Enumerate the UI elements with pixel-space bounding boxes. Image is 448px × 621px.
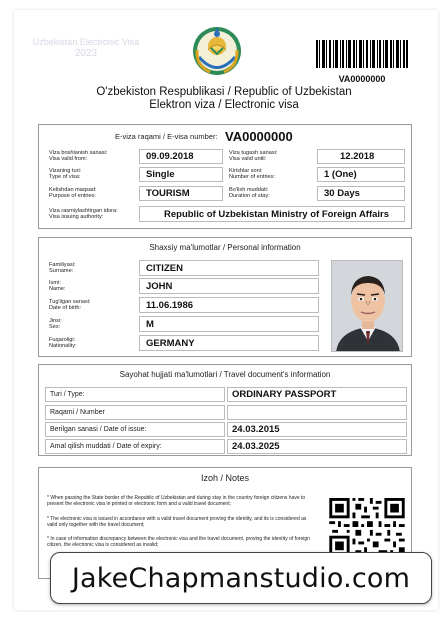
nationality-value: GERMANY	[146, 338, 195, 349]
expiry-date-value: 24.03.2025	[232, 441, 280, 452]
visa-type-label: Vizaning turi: Type of visa:	[49, 168, 82, 181]
entries-value: 1 (One)	[324, 169, 357, 180]
sex-label: Jinsi: Sex:	[49, 318, 62, 331]
duration-cell	[317, 186, 405, 201]
personal-info-section	[38, 237, 412, 357]
issue-date-label-cell	[45, 422, 225, 437]
purpose-label: Kelishdan maqsad: Purpose of entries:	[49, 187, 97, 200]
travel-number-cell	[227, 405, 407, 420]
issue-date-value: 24.03.2015	[232, 424, 280, 435]
sex-cell	[139, 316, 319, 332]
barcode-number: VA0000000	[338, 74, 386, 84]
watermark-banner	[50, 552, 432, 604]
barcode	[316, 40, 408, 84]
name-cell	[139, 278, 319, 294]
visa-number: VA0000000	[225, 129, 293, 144]
uzbekistan-emblem-icon	[190, 24, 244, 78]
duration-label: Bo'lish muddati: Duration of stay:	[229, 187, 270, 200]
expiry-date-label: Amal qilish muddati / Date of expiry:	[50, 443, 162, 450]
faded-line: Uzbekistan Electronic Visa	[32, 37, 140, 47]
entries-cell	[317, 167, 405, 182]
valid-until-cell	[317, 149, 405, 164]
travel-type-label: Turi / Type:	[50, 391, 85, 398]
surname-label: Familiyasi: Surname:	[49, 262, 76, 275]
person-photo-icon	[332, 261, 403, 352]
purpose-value: TOURISM	[146, 188, 190, 199]
name-value: JOHN	[146, 281, 173, 292]
surname-cell	[139, 260, 319, 276]
note-item: * When passing the State border of the Republic of Uzbekistan and during stay in the country foreign citizens have to present the electronic visa in printed or electronic form and a valid travel document;	[47, 495, 306, 507]
passport-photo	[331, 260, 403, 352]
duration-value: 30 Days	[324, 188, 360, 199]
faded-background-text	[26, 36, 146, 60]
visa-details-section	[38, 124, 412, 229]
nationality-cell	[139, 335, 319, 351]
nationality-label: Fuqaroligi: Nationality:	[49, 337, 77, 350]
header-line-2: Elektron viza / Electronic visa	[149, 99, 299, 111]
name-label: Ismi: Name:	[49, 280, 66, 293]
travel-document-title: Sayohat hujjati ma'lumotlari / Travel document's information	[119, 370, 331, 379]
note-item: * In case of information discrepancy between the electronic visa and the travel document, proving the identity of foreign citizen, the electronic visa is considered as invalid;	[47, 536, 310, 548]
valid-from-value: 09.09.2018	[146, 151, 194, 162]
travel-type-label-cell	[45, 387, 225, 402]
valid-until-label: Viza tugash sanasi: Visa valid until:	[229, 150, 278, 163]
valid-until-value: 12.2018	[340, 151, 375, 162]
watermark-text: JakeChapmanstudio.com	[71, 562, 411, 594]
dob-cell	[139, 297, 319, 313]
travel-document-section	[38, 364, 412, 456]
sex-value: M	[146, 319, 154, 330]
travel-type-value: ORDINARY PASSPORT	[232, 389, 337, 400]
valid-from-label: Viza boshlanish sanasi: Visa valid from:	[49, 150, 108, 163]
dob-label: Tug'ilgan sanasi: Date of birth:	[49, 299, 91, 312]
surname-value: CITIZEN	[146, 263, 183, 274]
personal-info-title: Shaxsiy ma'lumotlar / Personal information	[149, 243, 301, 252]
qr-code-icon	[328, 498, 406, 556]
visa-type-value: Single	[146, 169, 175, 180]
expiry-date-label-cell	[45, 439, 225, 454]
note-item: * The electronic visa is issued in accordance with a valid travel document proving the identity, and its is considered as valid only together with the travel document;	[47, 516, 307, 528]
purpose-cell	[139, 186, 223, 201]
header-line-1: O'zbekiston Respublikasi / Republic of Uzbekistan	[96, 86, 352, 98]
dob-value: 11.06.1986	[146, 300, 194, 311]
expiry-date-cell	[227, 439, 407, 454]
entries-label: Kirishlar soni: Number of entries:	[229, 168, 276, 181]
travel-number-label: Raqami / Number	[50, 409, 105, 416]
travel-number-label-cell	[45, 405, 225, 420]
visa-number-label: E-viza raqami / E-visa number:	[115, 132, 218, 141]
issue-date-cell	[227, 422, 407, 437]
authority-label: Viza rasmiylashtirgan idora: Visa issuing authority:	[49, 208, 118, 221]
visa-type-cell	[139, 167, 223, 182]
authority-cell	[139, 206, 405, 222]
barcode-icon	[316, 40, 408, 68]
document-header	[14, 86, 434, 112]
valid-from-cell	[139, 149, 223, 164]
notes-title: Izoh / Notes	[200, 473, 250, 483]
authority-value: Republic of Uzbekistan Ministry of Foreign Affairs	[164, 209, 390, 220]
issue-date-label: Berilgan sanasi / Date of issue:	[50, 426, 147, 433]
faded-line: 2023	[74, 48, 98, 59]
travel-type-cell	[227, 387, 407, 402]
